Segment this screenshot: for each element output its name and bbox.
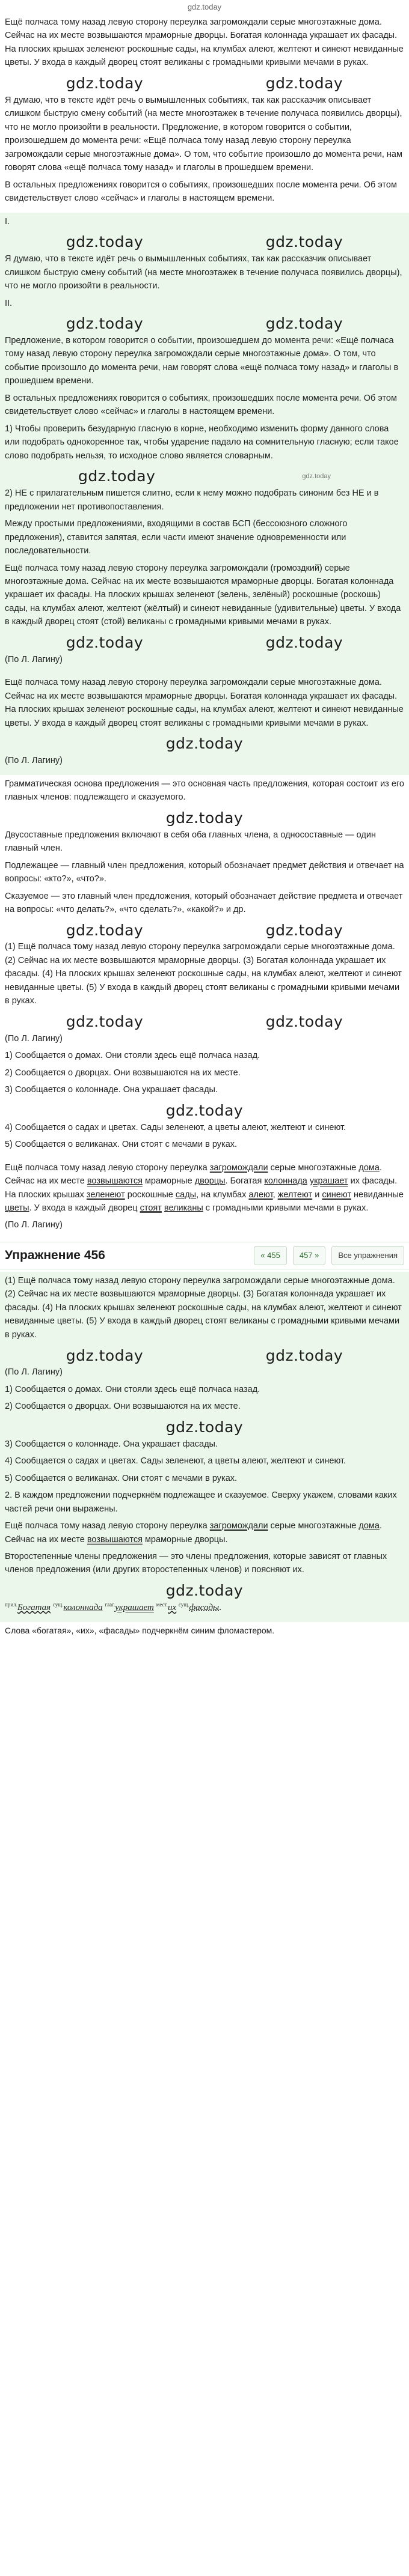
watermark: gdz.today xyxy=(165,1101,244,1119)
answer-paragraph-6: Между простыми предложениями, входящими в состав БСП (бессоюзного сложного предложения), ставится запятая, если части имеют значение одновременности или последовательности. xyxy=(5,519,348,556)
subject: колоннада xyxy=(63,1602,103,1612)
answer-paragraph-1: Я думаю, что в тексте идёт речь о вымышленных событиях, так как рассказчик описывает слишком быструю смену событий (на месте многоэтажек в течение получаса появились дворцы), что не могло произойти в реальности. xyxy=(5,254,402,291)
attribute-word: их xyxy=(168,1602,177,1612)
theory-paragraph-2: Двусоставные предложения включают в себя оба главных члена, а односоставные — один главный член. xyxy=(5,830,376,854)
parsed-fragment: их фасады. На плоских крышах xyxy=(5,1176,398,1200)
parsed-fragment: . У входа в каждый дворец xyxy=(29,1203,140,1213)
parsed-fragment: , на клумбах xyxy=(196,1189,249,1200)
predicate: возвышаются xyxy=(87,1176,143,1186)
exercise-list-item: 2) Сообщается о дворцах. Они возвышаются на их месте. xyxy=(5,1402,241,1412)
text-repeat-author: (По Л. Лагину) xyxy=(5,756,63,766)
exercise-list-item: 1) Сообщается о домах. Они стояли здесь ещё полчаса назад. xyxy=(5,1384,260,1394)
watermark: gdz.today xyxy=(165,809,244,827)
pos-label: прил. xyxy=(5,1601,17,1608)
watermark: gdz.today xyxy=(66,1013,144,1031)
predicate: украшает xyxy=(309,1176,348,1186)
parsed-fragment: , xyxy=(272,1189,278,1200)
intro-paragraph-3: В остальных предложениях говорится о событиях, произошедших после момента речи. Об этом свидетельствует слово «сейчас» и глаголы в настоящем времени. xyxy=(5,180,397,204)
watermark-row xyxy=(5,1101,404,1121)
theory-list-item: 5) Сообщается о великанах. Они стоят с мечами в руках. xyxy=(5,1140,238,1150)
predicate: алеют xyxy=(248,1189,273,1200)
prev-exercise-button[interactable]: « 455 xyxy=(254,1246,287,1265)
theory-paragraph-5: (1) Ещё полчаса тому назад левую сторону переулка загромождали серые многоэтажные дома. (2) Сейчас на их месте возвышаются мраморные дворцы. (3) Богатая колоннада украшает их фасады. (4) На плоских крышах зеленеют роскошные сады, на клумбах алеют, желтеют и синеют невиданные цветы. (5) У входа в каждый дворец стоят великаны с громадными кривыми мечами в руках. xyxy=(5,942,402,1006)
answer-paragraph-5: 2) НЕ с прилагательным пишется слитно, если к нему можно подобрать синоним без НЕ и в предложении нет противопоставления. xyxy=(5,488,379,512)
exercise-list-item: 3) Сообщается о колоннаде. Она украшает фасады. xyxy=(5,1439,218,1449)
watermark-row xyxy=(5,466,404,487)
site-name[interactable]: gdz.today xyxy=(187,2,222,11)
intro-paragraph-2: Я думаю, что в тексте идёт речь о вымышленных событиях, так как рассказчик описывает слишком быструю смену событий (на месте многоэтажек в течение получаса появились дворцы), что не могло произойти в реальности. Предложение, в котором говорится о событии, произошедшем до момента речи: «Ещё полчаса тому назад левую сторону переулка загромождали серые многоэтажные дома». О том, что событие произошло до момента речи, нам говорят слова «ещё полчаса тому назад» и глаголы в прошедшем времени. xyxy=(5,95,402,173)
predicate: загромождали xyxy=(209,1521,268,1531)
watermark-row xyxy=(5,920,404,940)
predicate: украшает xyxy=(115,1602,154,1612)
site-header xyxy=(0,0,409,13)
parsed-author: (По Л. Лагину) xyxy=(5,1220,63,1230)
watermark-row xyxy=(5,314,404,334)
theory-list-item: 1) Сообщается о домах. Они стояли здесь ещё полчаса назад. xyxy=(5,1051,260,1061)
subject: дворцы xyxy=(194,1176,226,1186)
watermark-row xyxy=(5,232,404,252)
watermark: gdz.today xyxy=(265,1346,343,1364)
answer-paragraph-4: 1) Чтобы проверить безударную гласную в корне, необходимо изменить форму данного слова или подобрать однокоренное так, чтобы ударение падало на сомнительную гласную; если такое слово подобрать нельзя, то исходное слово является словарным. xyxy=(5,424,399,461)
theory-section xyxy=(0,775,409,1159)
text-repeat-section xyxy=(0,673,409,774)
watermark: gdz.today xyxy=(265,74,343,93)
exercise-title: Упражнение 456 xyxy=(5,1248,105,1262)
parsed-fragment: Ещё полчаса тому назад левую сторону переулка xyxy=(5,1521,210,1531)
watermark: gdz.today xyxy=(265,921,343,939)
parsed-fragment: . Сейчас на их месте xyxy=(5,1162,382,1186)
pos-label: глаг. xyxy=(105,1601,115,1608)
predicate: зеленеют xyxy=(86,1189,125,1200)
subject: цветы xyxy=(5,1203,29,1213)
pos-label: мест. xyxy=(156,1601,168,1608)
text-repeat-paragraph: Ещё полчаса тому назад левую сторону переулка загромождали серые многоэтажные дома. Сейчас на их месте возвышаются мраморные дворцы. Богатая колоннада украшает их фасады. На плоских крышах зеленеют роскошные сады, на клумбах алеют, желтеют и синеют невиданные цветы. У входа в каждый дворец стоят великаны с громадными кривыми мечами в руках. xyxy=(5,678,404,728)
exercise-456-section xyxy=(0,1272,409,1622)
answer-paragraph-2: Предложение, в котором говорится о событии, произошедшем до момента речи: «Ещё полчаса тому назад левую сторону переулка загромождали серые многоэтажные дома». О том, что событие произошло до момента речи, нам говорят слова «ещё полчаса тому назад» и глаголы в прошедшем времени. xyxy=(5,335,399,386)
parsed-fragment: . Богатая xyxy=(225,1176,265,1186)
intro-paragraph-1: Ещё полчаса тому назад левую сторону переулка загромождали серые многоэтажные дома. Сейчас на их месте возвышаются мраморные дворцы. Богатая колоннада украшает их фасады. На плоских крышах зеленеют роскошные сады, на клумбах алеют, желтеют и синеют невиданные цветы. У входа в каждый дворец стоят великаны с громадными кривыми мечами в руках. xyxy=(5,17,404,68)
parsed-fragment: роскошные xyxy=(125,1189,176,1200)
parsed-fragment: . Сейчас на их месте xyxy=(5,1521,382,1545)
subject: великаны xyxy=(164,1203,203,1213)
parsed-text xyxy=(5,1161,404,1215)
watermark: gdz.today xyxy=(66,233,144,251)
watermark: gdz.today xyxy=(165,735,244,753)
subject: колоннада xyxy=(264,1176,307,1186)
exercise-parsed xyxy=(5,1519,404,1546)
watermark: gdz.today xyxy=(265,233,343,251)
parsed-fragment: . xyxy=(219,1602,221,1612)
next-exercise-button[interactable]: 457 » xyxy=(293,1246,326,1265)
intro-section xyxy=(0,13,409,213)
parsed-fragment: серые многоэтажные xyxy=(268,1521,359,1531)
exercise-paragraph: (1) Ещё полчаса тому назад левую сторону переулка загромождали серые многоэтажные дома. (2) Сейчас на их месте возвышаются мраморные дворцы. (3) Богатая колоннада украшает их фасады. (4) На плоских крышах зеленеют роскошные сады, на клумбах алеют, желтеют и синеют невиданные цветы. (5) У входа в каждый дворец стоят великаны с громадными кривыми мечами в руках. xyxy=(5,1275,402,1340)
all-exercises-button[interactable]: Все упражнения xyxy=(331,1246,404,1265)
parsed-fragment: с громадными кривыми мечами в руках. xyxy=(203,1203,369,1213)
parsed-fragment: мраморные дворцы. xyxy=(142,1534,228,1545)
exercise-list-item: 5) Сообщается о великанах. Они стоят с мечами в руках. xyxy=(5,1473,238,1483)
subject: дома xyxy=(358,1521,380,1531)
watermark: gdz.today xyxy=(66,315,144,333)
watermark-row xyxy=(5,1581,404,1601)
exercise-task-2: 2. В каждом предложении подчеркнём подлежащее и сказуемое. Сверху укажем, словами каких частей речи они выражены. xyxy=(5,1490,397,1514)
pos-label: сущ. xyxy=(178,1601,189,1608)
parsed-section xyxy=(0,1159,409,1239)
predicate: загромождали xyxy=(209,1162,268,1173)
watermark: gdz.today xyxy=(265,1013,343,1031)
predicate: стоят xyxy=(140,1203,162,1213)
watermark: gdz.today xyxy=(165,1582,244,1600)
parsed-fragment: и xyxy=(312,1189,322,1200)
watermark: gdz.today xyxy=(66,634,144,652)
theory-list-item: 3) Сообщается о колоннаде. Она украшает фасады. xyxy=(5,1085,218,1095)
footer-section xyxy=(0,1622,409,1645)
subject: сады xyxy=(175,1189,197,1200)
answer-paragraph-3: В остальных предложениях говорится о событиях, произошедших после момента речи. Об этом свидетельствует слово «сейчас» и глаголы в настоящем времени. xyxy=(5,393,397,417)
watermark-small: gdz.today xyxy=(302,472,331,480)
footer-note: Слова «богатая», «их», «фасады» подчеркнём синим фломастером. xyxy=(5,1626,275,1636)
attribute-word: Богатая xyxy=(17,1602,51,1612)
predicate: возвышаются xyxy=(87,1534,143,1545)
exercise-nav xyxy=(0,1242,409,1269)
watermark: gdz.today xyxy=(265,634,343,652)
exercise-list-item: 4) Сообщается о садах и цветах. Сады зеленеют, а цветы алеют, желтеют и синеют. xyxy=(5,1456,346,1466)
watermark: gdz.today xyxy=(165,1418,244,1436)
exercise-minor-members: Второстепенные члены предложения — это члены предложения, которые зависят от главных членов предложения (или других второстепенных членов) и поясняют их. xyxy=(5,1551,387,1575)
parsed-fragment: невиданные xyxy=(351,1189,404,1200)
answer-paragraph-7: Ещё полчаса тому назад левую сторону переулка загромождали (громоздкий) серые многоэтажные дома. Сейчас на их месте возвышаются мраморные дворцы. Богатая колоннада украшает их фасады. На плоских крышах зеленеют (зелень, зелёный) роскошные (роскошь) сады, на клумбах алеют, желтеют (жёлтый) и синеют невиданные (удивительные) цветы. У входа в каждый дворец стоят (стой) великаны с громадными кривыми мечами в руках. xyxy=(5,563,401,627)
watermark-row xyxy=(5,73,404,94)
parsed-fragment: серые многоэтажные xyxy=(268,1162,359,1173)
subject: дома xyxy=(358,1162,380,1173)
theory-paragraph-4: Сказуемое — это главный член предложения, который обозначает действие предмета и отвечает на вопросы: «что делать?», «что сделать?», «какой?» и др. xyxy=(5,891,403,914)
watermark-row xyxy=(5,1417,404,1438)
predicate: желтеют xyxy=(277,1189,313,1200)
theory-list-item: 4) Сообщается о садах и цветах. Сады зеленеют, а цветы алеют, желтеют и синеют. xyxy=(5,1122,346,1132)
answer-author: (По Л. Лагину) xyxy=(5,654,63,664)
answer-section xyxy=(0,213,409,674)
object-word: фасады xyxy=(189,1602,220,1612)
watermark-row xyxy=(5,1345,404,1365)
watermark: gdz.today xyxy=(66,74,144,93)
watermark-row xyxy=(5,734,404,754)
watermark: gdz.today xyxy=(78,467,156,485)
answer-label-2: II. xyxy=(5,298,13,308)
parsed-fragment: мраморные xyxy=(142,1176,195,1186)
watermark: gdz.today xyxy=(66,921,144,939)
watermark-row xyxy=(5,633,404,653)
theory-paragraph-1: Грамматическая основа предложения — это основная часть предложения, которая состоит из его главных членов: подлежащего и сказуемого. xyxy=(5,779,404,803)
watermark-row xyxy=(5,808,404,828)
exercise-author: (По Л. Лагину) xyxy=(5,1367,63,1378)
watermark-row xyxy=(5,1012,404,1032)
predicate: синеют xyxy=(322,1189,351,1200)
answer-label-1: I. xyxy=(5,216,10,226)
theory-paragraph-3: Подлежащее — главный член предложения, который обозначает предмет действия и отвечает на вопросы: «кто?», «что?». xyxy=(5,860,404,884)
watermark: gdz.today xyxy=(66,1346,144,1364)
theory-author: (По Л. Лагину) xyxy=(5,1033,63,1043)
theory-list-item: 2) Сообщается о дворцах. Они возвышаются на их месте. xyxy=(5,1068,241,1078)
grammar-analysis xyxy=(5,1601,404,1615)
parsed-fragment: Ещё полчаса тому назад левую сторону переулка xyxy=(5,1162,210,1173)
pos-label: сущ. xyxy=(52,1601,64,1608)
watermark: gdz.today xyxy=(265,315,343,333)
